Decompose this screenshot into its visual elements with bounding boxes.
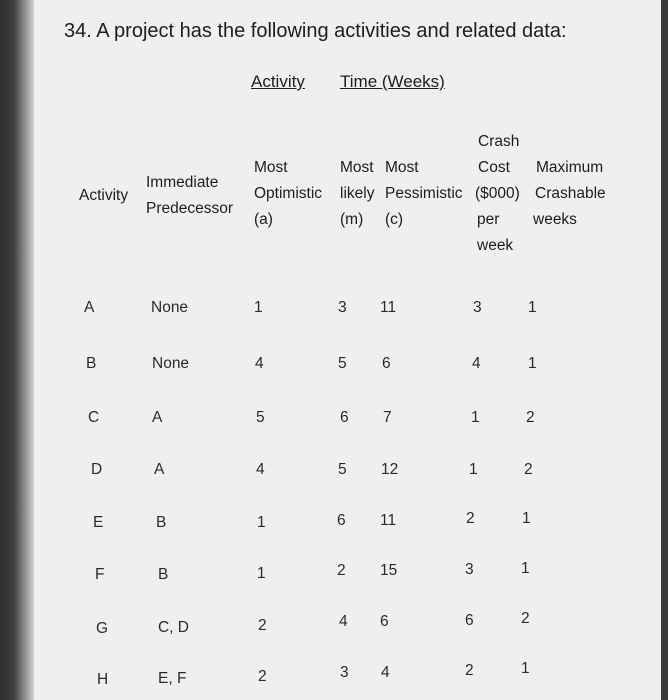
row-b-a: 4 (255, 355, 264, 372)
row-b-m: 5 (338, 355, 347, 372)
row-g-crash-cost: 6 (465, 612, 474, 629)
row-a-activity: A (84, 299, 95, 316)
row-a-c: 11 (380, 299, 397, 316)
row-d-max-crash: 2 (524, 461, 533, 478)
row-b-activity: B (86, 355, 97, 372)
question-title: 34. A project has the following activities and related data: (64, 20, 567, 42)
header-m: (m) (340, 211, 364, 228)
row-g-max-crash: 2 (521, 610, 530, 627)
row-f-pred: B (158, 566, 169, 583)
row-f-a: 1 (257, 565, 266, 582)
row-d-crash-cost: 1 (469, 461, 478, 478)
row-c-activity: C (88, 409, 100, 426)
row-h-activity: H (97, 671, 109, 688)
row-g-a: 2 (258, 617, 267, 634)
row-c-m: 6 (340, 409, 349, 426)
row-d-pred: A (154, 461, 165, 478)
paper-sheet (34, 0, 661, 700)
row-e-a: 1 (257, 514, 266, 531)
row-f-m: 2 (337, 562, 346, 579)
row-g-activity: G (96, 620, 109, 637)
header-week: week (477, 237, 514, 254)
row-g-c: 6 (380, 613, 389, 630)
header-most-a: Most (254, 159, 288, 176)
row-h-max-crash: 1 (521, 660, 530, 677)
row-a-crash-cost: 3 (473, 299, 482, 316)
row-e-activity: E (93, 514, 104, 531)
header-most-c: Most (385, 159, 419, 176)
row-b-crash-cost: 4 (472, 355, 481, 372)
row-d-activity: D (91, 461, 103, 478)
row-b-max-crash: 1 (528, 355, 537, 372)
header-a: (a) (254, 211, 273, 228)
header-most-m: Most (340, 159, 374, 176)
row-h-c: 4 (381, 664, 390, 681)
header-maximum: Maximum (536, 159, 604, 176)
row-h-a: 2 (258, 668, 267, 685)
header-pessimistic: Pessimistic (385, 185, 463, 202)
row-e-m: 6 (337, 512, 346, 529)
subtitle-activity: Activity (251, 72, 305, 91)
row-h-pred: E, F (158, 670, 187, 687)
row-c-crash-cost: 1 (471, 409, 480, 426)
row-f-crash-cost: 3 (465, 561, 474, 578)
header-per: per (477, 211, 500, 228)
header-crash: Crash (478, 133, 520, 150)
row-f-activity: F (95, 566, 105, 583)
header-crashable: Crashable (535, 185, 606, 202)
header-weeks: weeks (533, 211, 577, 228)
header-optimistic: Optimistic (254, 185, 323, 202)
row-f-c: 15 (380, 562, 398, 579)
header-predecessor: Predecessor (146, 200, 234, 217)
row-e-pred: B (156, 514, 167, 531)
left-shadow (0, 0, 34, 700)
row-a-m: 3 (338, 299, 347, 316)
header-cost: Cost (478, 159, 510, 176)
row-h-crash-cost: 2 (465, 662, 474, 679)
row-c-pred: A (152, 409, 163, 426)
row-c-c: 7 (383, 409, 392, 426)
row-b-c: 6 (382, 355, 391, 372)
header-activity: Activity (79, 187, 129, 204)
header-dollars: ($000) (475, 185, 520, 202)
row-d-a: 4 (256, 461, 265, 478)
row-c-a: 5 (256, 409, 265, 426)
row-e-c: 11 (380, 512, 397, 529)
row-g-m: 4 (339, 613, 348, 630)
row-a-max-crash: 1 (528, 299, 537, 316)
subtitle-time: Time (Weeks) (340, 72, 445, 91)
row-a-a: 1 (254, 299, 263, 316)
row-e-max-crash: 1 (522, 510, 531, 527)
header-c: (c) (385, 211, 404, 228)
row-e-crash-cost: 2 (466, 510, 475, 527)
row-b-pred: None (152, 355, 190, 372)
header-likely: likely (340, 185, 375, 202)
row-g-pred: C, D (158, 619, 189, 636)
row-h-m: 3 (340, 664, 349, 681)
row-d-m: 5 (338, 461, 347, 478)
row-c-max-crash: 2 (526, 409, 535, 426)
header-immediate: Immediate (146, 174, 219, 191)
row-a-pred: None (151, 299, 189, 316)
row-f-max-crash: 1 (521, 560, 530, 577)
row-d-c: 12 (381, 461, 399, 478)
